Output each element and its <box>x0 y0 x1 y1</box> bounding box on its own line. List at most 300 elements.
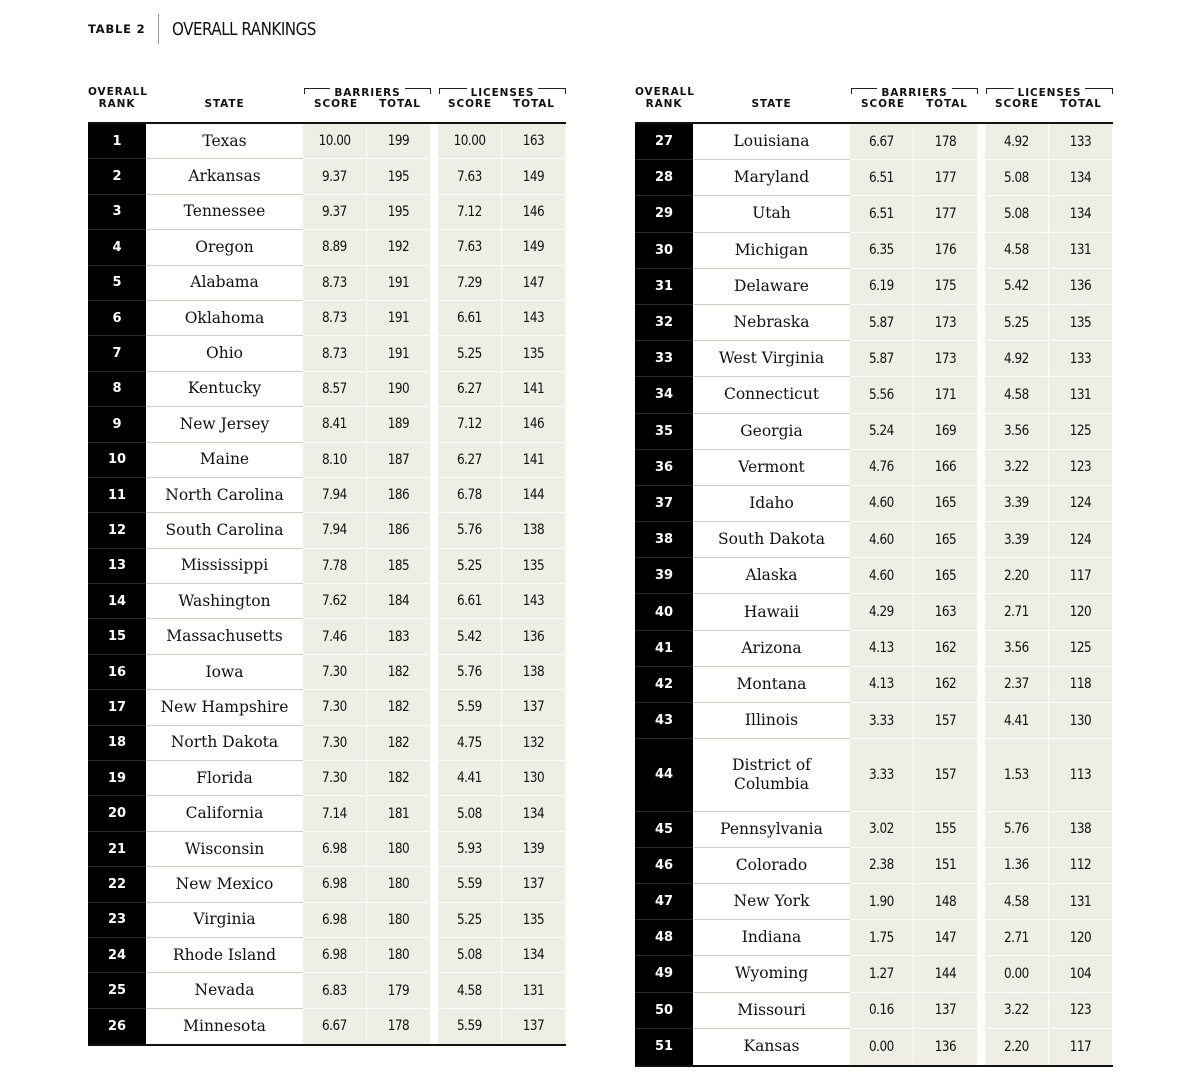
licenses-score-cell <box>438 336 502 371</box>
barriers-score-cell <box>850 160 914 196</box>
column-headers <box>635 80 1113 122</box>
column-gap <box>978 414 985 450</box>
licenses-score-cell-value: 2.20 <box>1004 567 1029 584</box>
licenses-total-cell-value: 135 <box>1069 314 1092 331</box>
barriers-score-cell-value: 7.30 <box>322 734 347 751</box>
state-cell: Alabama <box>146 266 303 301</box>
rank-cell: 48 <box>635 920 693 956</box>
state-cell: Kansas <box>693 1029 850 1065</box>
licenses-total-cell-value: 136 <box>522 628 545 645</box>
barriers-score-cell-value: 1.27 <box>869 965 894 982</box>
state-cell: Tennessee <box>146 195 303 230</box>
barriers-total-cell <box>914 414 978 450</box>
barriers-score-cell <box>303 832 367 867</box>
barriers-score-cell-value: 7.78 <box>322 557 347 574</box>
barriers-score-cell-value: 3.33 <box>869 712 894 729</box>
licenses-total-cell <box>502 584 566 619</box>
licenses-score-cell-value: 10.00 <box>453 133 486 150</box>
barriers-score-cell-value: 7.94 <box>322 487 347 504</box>
barriers-total-cell <box>914 920 978 956</box>
licenses-total-cell-value: 147 <box>522 274 545 291</box>
barriers-score-cell <box>303 973 367 1008</box>
barriers-score-cell <box>303 549 367 584</box>
state-cell: Delaware <box>693 269 850 305</box>
licenses-total-cell <box>1049 305 1113 341</box>
barriers-score-cell <box>850 594 914 630</box>
table-row <box>88 159 566 194</box>
rank-cell: 15 <box>88 619 146 654</box>
header-divider <box>158 14 159 44</box>
licenses-total-cell <box>502 478 566 513</box>
licenses-score-cell-value: 6.61 <box>457 310 482 327</box>
table-row <box>88 266 566 301</box>
licenses-total-cell-value: 104 <box>1069 965 1092 982</box>
licenses-total-cell-value: 149 <box>522 168 545 185</box>
licenses-total-cell <box>1049 956 1113 992</box>
licenses-score-cell-value: 5.59 <box>457 1018 482 1035</box>
licenses-score-cell <box>985 558 1049 594</box>
barriers-score-cell-value: 4.60 <box>869 495 894 512</box>
table-row <box>88 761 566 796</box>
column-gap <box>978 269 985 305</box>
licenses-score-cell <box>438 903 502 938</box>
barriers-total-cell-value: 195 <box>387 203 410 220</box>
licenses-score-cell-value: 3.39 <box>1004 495 1029 512</box>
column-gap <box>431 619 438 654</box>
table-row <box>635 631 1113 667</box>
licenses-score-header: SCORE <box>995 98 1039 110</box>
barriers-score-cell <box>850 233 914 269</box>
column-gap <box>978 522 985 558</box>
rank-cell: 37 <box>635 486 693 522</box>
licenses-total-cell <box>502 690 566 725</box>
barriers-total-cell <box>914 341 978 377</box>
barriers-total-cell-value: 171 <box>934 386 957 403</box>
column-gap <box>431 443 438 478</box>
state-cell: California <box>146 796 303 831</box>
licenses-total-cell-value: 130 <box>522 770 545 787</box>
barriers-score-cell-value: 0.16 <box>869 1002 894 1019</box>
licenses-total-cell-value: 120 <box>1069 604 1092 621</box>
licenses-score-cell-value: 5.76 <box>457 522 482 539</box>
table-row <box>88 973 566 1008</box>
table-row <box>88 619 566 654</box>
licenses-score-cell <box>985 993 1049 1029</box>
licenses-score-cell-value: 5.59 <box>457 699 482 716</box>
barriers-total-cell-value: 184 <box>387 593 410 610</box>
licenses-score-cell <box>985 920 1049 956</box>
table-header <box>88 14 344 44</box>
barriers-group-header <box>304 81 431 99</box>
table-row <box>635 269 1113 305</box>
licenses-score-cell <box>438 726 502 761</box>
licenses-total-cell <box>1049 269 1113 305</box>
table-row <box>88 832 566 867</box>
barriers-group-header <box>851 81 978 99</box>
barriers-total-cell-value: 136 <box>934 1038 957 1055</box>
barriers-total-cell <box>367 584 431 619</box>
barriers-total-cell-value: 157 <box>934 712 957 729</box>
barriers-total-cell-value: 173 <box>934 350 957 367</box>
barriers-total-cell-value: 191 <box>387 345 410 362</box>
barriers-label: BARRIERS <box>330 87 404 99</box>
licenses-score-cell-value: 5.76 <box>1004 821 1029 838</box>
table-row <box>635 305 1113 341</box>
rank-cell: 26 <box>88 1009 146 1044</box>
licenses-total-cell <box>1049 196 1113 232</box>
barriers-score-cell <box>850 522 914 558</box>
licenses-score-cell <box>985 414 1049 450</box>
barriers-score-cell <box>850 631 914 667</box>
licenses-total-header: TOTAL <box>1060 98 1102 110</box>
table-row <box>88 584 566 619</box>
rank-cell: 21 <box>88 832 146 867</box>
column-gap <box>431 301 438 336</box>
barriers-total-cell-value: 165 <box>934 495 957 512</box>
state-cell: Maine <box>146 443 303 478</box>
barriers-score-cell-value: 7.62 <box>322 593 347 610</box>
barriers-total-cell <box>914 305 978 341</box>
barriers-score-cell <box>303 690 367 725</box>
licenses-total-cell <box>1049 341 1113 377</box>
barriers-score-header: SCORE <box>314 98 358 110</box>
rank-cell: 18 <box>88 726 146 761</box>
state-cell: Louisiana <box>693 124 850 160</box>
licenses-score-header: SCORE <box>448 98 492 110</box>
rank-cell: 46 <box>635 848 693 884</box>
barriers-total-cell-value: 191 <box>387 274 410 291</box>
licenses-total-cell-value: 138 <box>1069 821 1092 838</box>
barriers-total-header: TOTAL <box>379 98 421 110</box>
table-row <box>635 124 1113 160</box>
barriers-total-cell-value: 180 <box>387 876 410 893</box>
rank-cell: 14 <box>88 584 146 619</box>
licenses-score-cell <box>985 341 1049 377</box>
licenses-total-cell <box>502 761 566 796</box>
rank-cell: 20 <box>88 796 146 831</box>
table-row <box>88 796 566 831</box>
table-row <box>88 903 566 938</box>
licenses-total-cell-value: 123 <box>1069 1002 1092 1019</box>
licenses-score-cell-value: 4.75 <box>457 734 482 751</box>
barriers-score-cell <box>303 513 367 548</box>
barriers-score-cell <box>303 372 367 407</box>
licenses-total-cell <box>502 832 566 867</box>
licenses-total-cell-value: 134 <box>1069 169 1092 186</box>
state-cell: Missouri <box>693 993 850 1029</box>
table-row <box>88 938 566 973</box>
licenses-total-cell <box>502 124 566 159</box>
table-row <box>635 920 1113 956</box>
overall-rank-header: OVERALL RANK <box>635 86 695 110</box>
column-gap <box>431 761 438 796</box>
licenses-score-cell <box>438 938 502 973</box>
barriers-total-cell <box>367 301 431 336</box>
state-cell: Wyoming <box>693 956 850 992</box>
rank-cell: 13 <box>88 549 146 584</box>
table-row <box>635 993 1113 1029</box>
licenses-score-cell-value: 6.27 <box>457 380 482 397</box>
column-gap <box>431 549 438 584</box>
state-cell: Mississippi <box>146 549 303 584</box>
column-gap <box>431 938 438 973</box>
rank-cell: 29 <box>635 196 693 232</box>
column-gap <box>431 867 438 902</box>
licenses-score-cell-value: 6.61 <box>457 593 482 610</box>
licenses-score-cell <box>985 160 1049 196</box>
barriers-score-cell-value: 6.83 <box>322 982 347 999</box>
column-gap <box>978 594 985 630</box>
barriers-score-cell <box>850 269 914 305</box>
table-row <box>635 558 1113 594</box>
licenses-total-cell <box>502 619 566 654</box>
barriers-total-cell <box>914 594 978 630</box>
column-gap <box>431 796 438 831</box>
licenses-total-cell <box>502 443 566 478</box>
barriers-total-cell <box>367 549 431 584</box>
licenses-score-cell <box>438 796 502 831</box>
rankings-table-right <box>635 80 1113 1067</box>
column-gap <box>978 848 985 884</box>
barriers-score-cell-value: 0.00 <box>869 1038 894 1055</box>
state-cell: New Jersey <box>146 407 303 442</box>
licenses-total-cell-value: 143 <box>522 310 545 327</box>
barriers-score-cell-value: 6.35 <box>869 242 894 259</box>
column-gap <box>431 584 438 619</box>
barriers-score-cell-value: 8.73 <box>322 274 347 291</box>
barriers-total-cell-value: 178 <box>934 133 957 150</box>
column-gap <box>978 450 985 486</box>
column-gap <box>978 920 985 956</box>
barriers-score-cell-value: 9.37 <box>322 203 347 220</box>
licenses-score-cell-value: 4.92 <box>1004 350 1029 367</box>
barriers-total-cell-value: 187 <box>387 451 410 468</box>
column-gap <box>978 812 985 848</box>
licenses-score-cell <box>985 739 1049 811</box>
barriers-score-cell <box>850 703 914 739</box>
licenses-total-cell <box>1049 124 1113 160</box>
state-cell: New Mexico <box>146 867 303 902</box>
rank-cell: 44 <box>635 739 693 811</box>
barriers-total-header: TOTAL <box>926 98 968 110</box>
table-row <box>88 301 566 336</box>
licenses-total-cell <box>1049 377 1113 413</box>
table-row <box>635 377 1113 413</box>
barriers-total-cell-value: 195 <box>387 168 410 185</box>
licenses-total-cell <box>1049 667 1113 703</box>
barriers-score-cell <box>303 903 367 938</box>
barriers-score-cell <box>850 414 914 450</box>
licenses-score-cell-value: 7.12 <box>457 416 482 433</box>
table-row <box>635 522 1113 558</box>
barriers-total-cell <box>914 377 978 413</box>
licenses-total-cell <box>502 266 566 301</box>
state-cell: Virginia <box>146 903 303 938</box>
barriers-total-cell <box>367 690 431 725</box>
column-gap <box>431 159 438 194</box>
licenses-total-cell-value: 163 <box>522 133 545 150</box>
barriers-total-cell-value: 162 <box>934 640 957 657</box>
barriers-total-cell-value: 190 <box>387 380 410 397</box>
licenses-score-cell-value: 5.76 <box>457 664 482 681</box>
barriers-score-cell-value: 7.46 <box>322 628 347 645</box>
table-row <box>88 230 566 265</box>
licenses-score-cell-value: 1.53 <box>1004 766 1029 783</box>
barriers-total-cell <box>914 486 978 522</box>
licenses-total-cell <box>1049 631 1113 667</box>
barriers-score-cell <box>303 407 367 442</box>
table-row <box>88 407 566 442</box>
barriers-total-cell-value: 177 <box>934 169 957 186</box>
barriers-score-cell <box>303 938 367 973</box>
state-cell: Indiana <box>693 920 850 956</box>
barriers-score-cell-value: 4.13 <box>869 640 894 657</box>
licenses-total-cell <box>1049 160 1113 196</box>
rank-cell: 1 <box>88 124 146 159</box>
barriers-score-cell <box>303 124 367 159</box>
barriers-total-cell <box>367 761 431 796</box>
state-cell: Maryland <box>693 160 850 196</box>
column-gap <box>431 266 438 301</box>
barriers-score-cell-value: 10.00 <box>318 133 351 150</box>
column-gap <box>431 407 438 442</box>
state-cell: Pennsylvania <box>693 812 850 848</box>
barriers-score-cell <box>850 812 914 848</box>
barriers-total-cell-value: 148 <box>934 893 957 910</box>
barriers-total-cell-value: 162 <box>934 676 957 693</box>
licenses-score-cell <box>985 269 1049 305</box>
state-cell: New Hampshire <box>146 690 303 725</box>
column-gap <box>978 703 985 739</box>
table-row <box>635 1029 1113 1065</box>
licenses-score-cell-value: 4.41 <box>1004 712 1029 729</box>
barriers-total-cell <box>367 655 431 690</box>
table-row <box>635 739 1113 811</box>
licenses-total-cell <box>502 796 566 831</box>
barriers-score-cell <box>303 761 367 796</box>
licenses-label: LICENSES <box>1014 87 1086 99</box>
barriers-total-cell-value: 165 <box>934 567 957 584</box>
table-row <box>88 124 566 159</box>
licenses-total-cell-value: 138 <box>522 522 545 539</box>
column-gap <box>978 956 985 992</box>
barriers-score-cell <box>850 739 914 811</box>
licenses-score-cell <box>438 372 502 407</box>
barriers-total-cell-value: 151 <box>934 857 957 874</box>
barriers-total-cell-value: 176 <box>934 242 957 259</box>
licenses-score-cell <box>438 867 502 902</box>
rank-cell: 8 <box>88 372 146 407</box>
state-cell: Montana <box>693 667 850 703</box>
barriers-total-cell-value: 173 <box>934 314 957 331</box>
licenses-total-cell <box>1049 522 1113 558</box>
barriers-total-cell <box>367 832 431 867</box>
licenses-total-cell-value: 120 <box>1069 929 1092 946</box>
barriers-score-cell-value: 7.14 <box>322 805 347 822</box>
barriers-score-cell <box>850 486 914 522</box>
licenses-score-cell <box>985 703 1049 739</box>
barriers-total-cell-value: 183 <box>387 628 410 645</box>
barriers-total-cell <box>367 478 431 513</box>
licenses-total-cell-value: 131 <box>1069 386 1092 403</box>
licenses-score-cell <box>985 124 1049 160</box>
state-cell: Iowa <box>146 655 303 690</box>
barriers-score-cell-value: 5.87 <box>869 314 894 331</box>
state-cell: Florida <box>146 761 303 796</box>
licenses-score-cell-value: 5.42 <box>457 628 482 645</box>
licenses-score-cell-value: 5.25 <box>457 911 482 928</box>
rank-cell: 35 <box>635 414 693 450</box>
licenses-score-cell <box>985 522 1049 558</box>
barriers-total-cell <box>914 703 978 739</box>
table-number: TABLE 2 <box>88 22 146 36</box>
licenses-total-cell-value: 117 <box>1069 1038 1092 1055</box>
licenses-label: LICENSES <box>467 87 539 99</box>
barriers-score-cell <box>850 1029 914 1065</box>
barriers-total-cell <box>367 159 431 194</box>
licenses-total-cell <box>502 230 566 265</box>
barriers-total-cell-value: 163 <box>934 604 957 621</box>
barriers-total-cell-value: 175 <box>934 278 957 295</box>
state-cell: Minnesota <box>146 1009 303 1044</box>
rank-cell: 49 <box>635 956 693 992</box>
licenses-total-cell <box>1049 558 1113 594</box>
barriers-total-cell-value: 169 <box>934 423 957 440</box>
rank-cell: 7 <box>88 336 146 371</box>
barriers-total-cell <box>914 233 978 269</box>
barriers-total-cell <box>367 867 431 902</box>
licenses-score-cell <box>438 1009 502 1044</box>
barriers-total-cell-value: 180 <box>387 911 410 928</box>
rank-cell: 51 <box>635 1029 693 1065</box>
licenses-score-cell-value: 5.08 <box>1004 169 1029 186</box>
barriers-total-cell-value: 186 <box>387 487 410 504</box>
licenses-total-cell-value: 135 <box>522 911 545 928</box>
barriers-total-cell <box>914 1029 978 1065</box>
barriers-score-cell <box>850 667 914 703</box>
barriers-score-cell-value: 7.30 <box>322 699 347 716</box>
column-gap <box>431 973 438 1008</box>
barriers-label: BARRIERS <box>877 87 951 99</box>
licenses-score-cell <box>438 301 502 336</box>
table-row <box>635 450 1113 486</box>
rank-cell: 3 <box>88 195 146 230</box>
barriers-score-cell <box>303 478 367 513</box>
column-gap <box>978 486 985 522</box>
licenses-score-cell <box>985 812 1049 848</box>
licenses-score-cell-value: 7.63 <box>457 239 482 256</box>
licenses-score-cell-value: 5.25 <box>1004 314 1029 331</box>
licenses-group-header <box>439 81 566 99</box>
licenses-score-cell <box>438 549 502 584</box>
state-cell: Illinois <box>693 703 850 739</box>
barriers-total-cell <box>367 973 431 1008</box>
licenses-score-cell <box>985 594 1049 630</box>
barriers-total-cell-value: 182 <box>387 770 410 787</box>
column-gap <box>431 372 438 407</box>
licenses-score-cell <box>438 195 502 230</box>
licenses-score-cell-value: 4.58 <box>1004 386 1029 403</box>
state-cell: Idaho <box>693 486 850 522</box>
licenses-score-cell-value: 4.58 <box>1004 893 1029 910</box>
licenses-total-cell <box>1049 450 1113 486</box>
licenses-total-cell-value: 112 <box>1069 857 1092 874</box>
licenses-score-cell-value: 2.20 <box>1004 1038 1029 1055</box>
licenses-total-cell-value: 113 <box>1069 766 1092 783</box>
licenses-total-cell-value: 125 <box>1069 423 1092 440</box>
rank-cell: 25 <box>88 973 146 1008</box>
barriers-score-cell-value: 6.51 <box>869 205 894 222</box>
